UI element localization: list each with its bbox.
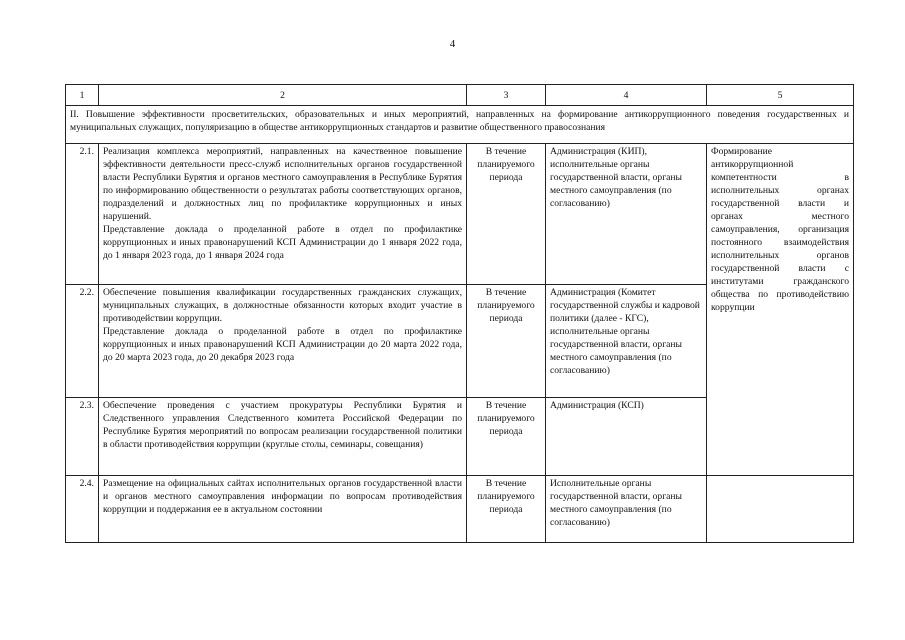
empty-result-cell bbox=[707, 476, 854, 543]
row-executor: Исполнительные органы государственной власти, органы местного самоуправления (по согласованию) bbox=[546, 476, 707, 543]
page-number: 4 bbox=[449, 38, 456, 50]
row-number: 2.4. bbox=[66, 476, 99, 543]
row-number: 2.2. bbox=[66, 285, 99, 398]
header-col-3: 3 bbox=[467, 85, 546, 106]
row-description-cell bbox=[99, 398, 467, 476]
row-executor: Администрация (КСП) bbox=[546, 398, 707, 476]
section-title: II. Повышение эффективности просветительских, образовательных и иных мероприятий, направленных на формирование антикоррупционного поведения государственных и муниципальных служащих, популяризацию в обществе антикоррупционных стандартов и развитие общественного правосознания bbox=[66, 106, 854, 144]
table-header-row bbox=[66, 85, 854, 106]
row-description: Обеспечение повышения квалификации государственных гражданских служащих, муниципальных служащих, в должностные обязанности которых входит участие в противодействии коррупции. bbox=[103, 287, 462, 324]
row-description-cell bbox=[99, 285, 467, 398]
row-number: 2.1. bbox=[66, 144, 99, 285]
row-report: Представление доклада о проделанной работе в отдел по профилактике коррупционных и иных правонарушений КСП Администрации до 1 января 2022 года, до 1 января 2023 года, до 1 января 2024 года bbox=[103, 224, 462, 261]
measures-table bbox=[65, 84, 854, 543]
row-term: В течение планируемого периода bbox=[467, 476, 546, 543]
table-row bbox=[66, 144, 854, 285]
header-col-2: 2 bbox=[99, 85, 467, 106]
expected-result: Формирование антикоррупционной компетентности в исполнительных органах государственной власти и органах местного самоуправления, организация постоянного взаимодействия исполнительных органов государственной власти с институтами гражданского общества по противодействию коррупции bbox=[707, 144, 854, 476]
row-report: Представление доклада о проделанной работе в отдел по профилактике коррупционных и иных правонарушений КСП Администрации до 20 марта 2022 года, до 20 марта 2023 года, до 20 декабря 2023 года bbox=[103, 326, 462, 363]
row-executor: Администрация (КИП), исполнительные органы государственной власти, органы местного самоуправления (по согласованию) bbox=[546, 144, 707, 285]
row-description: Размещение на официальных сайтах исполнительных органов государственной власти и органов местного самоуправления информации по вопросам противодействия коррупции и поддержания ее в актуальном состоянии bbox=[103, 478, 462, 515]
section-row bbox=[66, 106, 854, 144]
row-term: В течение планируемого периода bbox=[467, 144, 546, 285]
row-term: В течение планируемого периода bbox=[467, 398, 546, 476]
header-col-1: 1 bbox=[66, 85, 99, 106]
header-col-5: 5 bbox=[707, 85, 854, 106]
row-description: Реализация комплекса мероприятий, направленных на качественное повышение эффективности деятельности пресс-служб исполнительных органов государственной власти Республики Бурятия и органов местного самоуправления в Республике Бурятия по информированию общественности о результатах работы соответствующих органов, подразделений и должностных лиц по профилактике коррупционных и иных нарушений. bbox=[103, 146, 462, 222]
row-executor: Администрация (Комитет государственной службы и кадровой политики (далее - КГС), исполнительные органы государственной власти, органы местного самоуправления (по согласованию) bbox=[546, 285, 707, 398]
header-col-4: 4 bbox=[546, 85, 707, 106]
row-description-cell bbox=[99, 476, 467, 543]
row-description-cell bbox=[99, 144, 467, 285]
row-description: Обеспечение проведения с участием прокуратуры Республики Бурятия и Следственного управления Следственного комитета Российской Федерации по Республике Бурятия мероприятий по вопросам реализации государственной политики в области противодействия коррупции (круглые столы, семинары, совещания) bbox=[103, 400, 462, 450]
row-term: В течение планируемого периода bbox=[467, 285, 546, 398]
row-number: 2.3. bbox=[66, 398, 99, 476]
table-row bbox=[66, 476, 854, 543]
